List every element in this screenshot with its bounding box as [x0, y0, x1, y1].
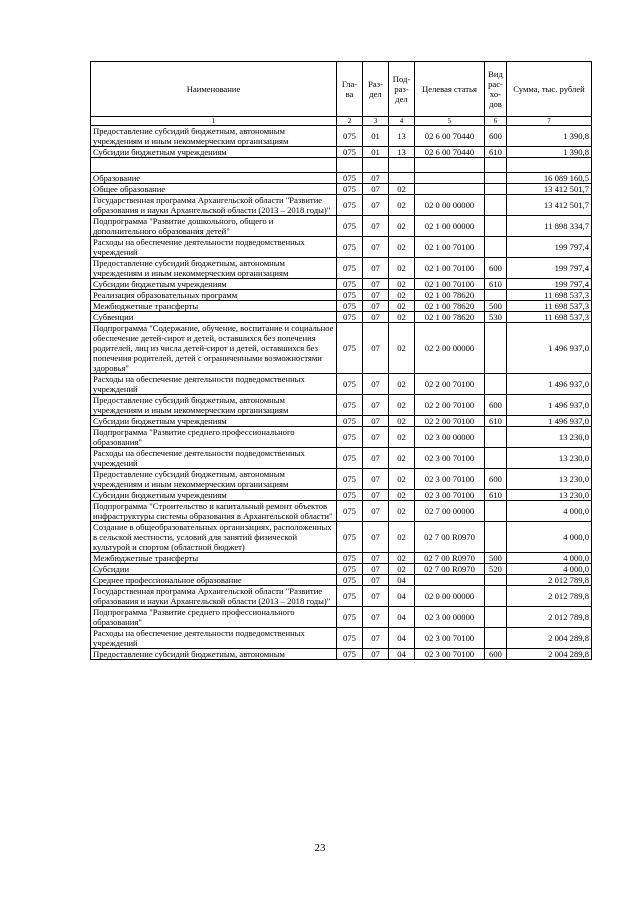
row-vid-rashodov: 600 — [485, 469, 507, 490]
row-name: Расходы на обеспечение деятельности подведомственных учреждений — [91, 628, 337, 649]
row-summa: 2 012 789,8 — [507, 575, 592, 586]
row-razdel: 07 — [363, 469, 389, 490]
row-vid-rashodov — [485, 158, 507, 173]
row-razdel: 01 — [363, 147, 389, 158]
row-vid-rashodov — [485, 323, 507, 374]
row-razdel: 07 — [363, 237, 389, 258]
header-tselevaya-statya: Целевая статья — [415, 62, 485, 117]
row-summa: 199 797,4 — [507, 279, 592, 290]
row-vid-rashodov — [485, 448, 507, 469]
row-vid-rashodov: 610 — [485, 490, 507, 501]
table-row — [91, 628, 592, 649]
row-name: Предоставление субсидий бюджетным, автономным — [91, 649, 337, 660]
row-glava: 075 — [337, 522, 363, 553]
row-name: Подпрограмма "Развитие дошкольного, общего и дополнительного образования детей" — [91, 216, 337, 237]
row-razdel: 07 — [363, 258, 389, 279]
row-tselevaya-statya: 02 3 00 70100 — [415, 469, 485, 490]
row-razdel: 07 — [363, 628, 389, 649]
table-row — [91, 586, 592, 607]
row-vid-rashodov — [485, 607, 507, 628]
row-name: Подпрограмма "Развитие среднего профессионального образования" — [91, 607, 337, 628]
row-vid-rashodov: 500 — [485, 301, 507, 312]
table-row — [91, 448, 592, 469]
column-number: 6 — [485, 117, 507, 126]
row-tselevaya-statya: 02 1 00 70100 — [415, 279, 485, 290]
row-podrazdel: 04 — [389, 607, 415, 628]
row-name: Субсидии бюджетным учреждениям — [91, 416, 337, 427]
row-glava: 075 — [337, 195, 363, 216]
column-number: 1 — [91, 117, 337, 126]
table-row — [91, 216, 592, 237]
row-glava: 075 — [337, 279, 363, 290]
row-vid-rashodov — [485, 586, 507, 607]
row-podrazdel: 02 — [389, 195, 415, 216]
row-razdel: 07 — [363, 501, 389, 522]
table-row — [91, 290, 592, 301]
row-tselevaya-statya: 02 3 00 00000 — [415, 607, 485, 628]
table-row — [91, 553, 592, 564]
header-razdel: Раз-дел — [363, 62, 389, 117]
row-razdel: 07 — [363, 395, 389, 416]
row-summa: 4 000,0 — [507, 553, 592, 564]
row-podrazdel: 02 — [389, 374, 415, 395]
row-razdel: 07 — [363, 301, 389, 312]
row-tselevaya-statya — [415, 158, 485, 173]
table-row — [91, 184, 592, 195]
row-summa: 4 000,0 — [507, 522, 592, 553]
row-tselevaya-statya: 02 1 00 70100 — [415, 258, 485, 279]
row-tselevaya-statya: 02 1 00 78620 — [415, 312, 485, 323]
row-summa: 13 230,0 — [507, 448, 592, 469]
row-summa: 13 412 501,7 — [507, 184, 592, 195]
row-glava: 075 — [337, 395, 363, 416]
table-row — [91, 173, 592, 184]
row-razdel: 07 — [363, 522, 389, 553]
row-vid-rashodov — [485, 237, 507, 258]
row-glava: 075 — [337, 553, 363, 564]
table-row — [91, 147, 592, 158]
row-name: Расходы на обеспечение деятельности подведомственных учреждений — [91, 237, 337, 258]
row-tselevaya-statya: 02 6 00 70440 — [415, 126, 485, 147]
row-name: Субсидии бюджетным учреждениям — [91, 490, 337, 501]
row-name: Расходы на обеспечение деятельности подведомственных учреждений — [91, 448, 337, 469]
row-razdel: 07 — [363, 564, 389, 575]
row-podrazdel: 02 — [389, 279, 415, 290]
row-podrazdel: 02 — [389, 323, 415, 374]
row-glava: 075 — [337, 628, 363, 649]
table-row — [91, 607, 592, 628]
row-razdel: 07 — [363, 586, 389, 607]
row-podrazdel: 02 — [389, 448, 415, 469]
row-name: Расходы на обеспечение деятельности подведомственных учреждений — [91, 374, 337, 395]
row-vid-rashodov: 610 — [485, 416, 507, 427]
row-razdel: 07 — [363, 279, 389, 290]
row-vid-rashodov: 530 — [485, 312, 507, 323]
row-tselevaya-statya: 02 2 00 70100 — [415, 374, 485, 395]
table-row — [91, 427, 592, 448]
row-name: Субсидии бюджетным учреждениям — [91, 147, 337, 158]
table-row — [91, 469, 592, 490]
row-razdel: 07 — [363, 553, 389, 564]
row-glava: 075 — [337, 323, 363, 374]
row-tselevaya-statya: 02 1 00 78620 — [415, 290, 485, 301]
row-summa: 16 089 160,5 — [507, 173, 592, 184]
row-tselevaya-statya: 02 0 00 00000 — [415, 586, 485, 607]
table-row — [91, 279, 592, 290]
row-podrazdel: 02 — [389, 553, 415, 564]
row-summa: 13 230,0 — [507, 427, 592, 448]
row-glava: 075 — [337, 575, 363, 586]
row-name — [91, 158, 337, 173]
row-tselevaya-statya: 02 1 00 78620 — [415, 301, 485, 312]
row-name: Субсидии — [91, 564, 337, 575]
row-podrazdel: 04 — [389, 649, 415, 660]
column-number: 2 — [337, 117, 363, 126]
row-name: Среднее профессиональное образование — [91, 575, 337, 586]
row-summa: 11 698 537,3 — [507, 290, 592, 301]
row-summa — [507, 158, 592, 173]
row-razdel: 07 — [363, 184, 389, 195]
row-vid-rashodov: 500 — [485, 553, 507, 564]
row-summa: 199 797,4 — [507, 258, 592, 279]
row-podrazdel: 02 — [389, 290, 415, 301]
row-podrazdel — [389, 158, 415, 173]
row-vid-rashodov — [485, 628, 507, 649]
row-summa: 11 698 537,3 — [507, 301, 592, 312]
row-vid-rashodov: 610 — [485, 147, 507, 158]
row-podrazdel: 02 — [389, 301, 415, 312]
row-summa: 2 012 789,8 — [507, 586, 592, 607]
row-name: Реализация образовательных программ — [91, 290, 337, 301]
table-row — [91, 649, 592, 660]
row-razdel: 07 — [363, 416, 389, 427]
row-podrazdel: 02 — [389, 522, 415, 553]
table-row — [91, 301, 592, 312]
row-razdel: 07 — [363, 173, 389, 184]
row-summa: 1 496 937,0 — [507, 323, 592, 374]
row-vid-rashodov — [485, 184, 507, 195]
row-tselevaya-statya: 02 2 00 70100 — [415, 416, 485, 427]
row-summa: 2 004 289,8 — [507, 649, 592, 660]
row-summa: 199 797,4 — [507, 237, 592, 258]
row-tselevaya-statya: 02 7 00 00000 — [415, 501, 485, 522]
row-razdel: 07 — [363, 323, 389, 374]
row-vid-rashodov — [485, 216, 507, 237]
row-glava: 075 — [337, 427, 363, 448]
row-vid-rashodov — [485, 173, 507, 184]
row-tselevaya-statya — [415, 173, 485, 184]
row-vid-rashodov — [485, 290, 507, 301]
table-row — [91, 258, 592, 279]
table-row — [91, 374, 592, 395]
row-razdel: 07 — [363, 374, 389, 395]
row-name: Предоставление субсидий бюджетным, автономным учреждениям и иным некоммерческим организациям — [91, 395, 337, 416]
row-podrazdel: 02 — [389, 416, 415, 427]
column-number: 5 — [415, 117, 485, 126]
row-tselevaya-statya — [415, 184, 485, 195]
row-summa: 1 390,8 — [507, 147, 592, 158]
row-glava: 075 — [337, 301, 363, 312]
row-vid-rashodov — [485, 195, 507, 216]
row-summa: 13 412 501,7 — [507, 195, 592, 216]
row-glava: 075 — [337, 216, 363, 237]
row-summa: 1 496 937,0 — [507, 395, 592, 416]
row-glava: 075 — [337, 126, 363, 147]
table-row — [91, 237, 592, 258]
row-glava: 075 — [337, 237, 363, 258]
row-razdel: 07 — [363, 490, 389, 501]
row-tselevaya-statya — [415, 575, 485, 586]
row-summa: 11 698 537,3 — [507, 312, 592, 323]
row-podrazdel: 04 — [389, 586, 415, 607]
row-name: Предоставление субсидий бюджетным, автономным учреждениям и иным некоммерческим организациям — [91, 258, 337, 279]
row-podrazdel: 13 — [389, 126, 415, 147]
row-podrazdel: 04 — [389, 575, 415, 586]
row-podrazdel: 02 — [389, 501, 415, 522]
row-glava: 075 — [337, 258, 363, 279]
row-glava: 075 — [337, 564, 363, 575]
row-name: Подпрограмма "Содержание, обучение, воспитание и социальное обеспечение детей-сирот и детей, оставшихся без попечения родителей, лиц из числа детей-сирот и детей, оставшихся без попечения родителей, детей с ограниченными возможностями здоровья" — [91, 323, 337, 374]
row-name: Общее образование — [91, 184, 337, 195]
row-summa: 11 898 334,7 — [507, 216, 592, 237]
row-tselevaya-statya: 02 0 00 00000 — [415, 195, 485, 216]
row-vid-rashodov — [485, 427, 507, 448]
column-number-row — [91, 117, 592, 126]
header-name: Наименование — [91, 62, 337, 117]
row-summa: 1 496 937,0 — [507, 416, 592, 427]
row-glava: 075 — [337, 147, 363, 158]
row-glava: 075 — [337, 586, 363, 607]
row-razdel: 07 — [363, 607, 389, 628]
row-tselevaya-statya: 02 3 00 70100 — [415, 490, 485, 501]
row-glava: 075 — [337, 469, 363, 490]
table-row — [91, 126, 592, 147]
row-vid-rashodov: 600 — [485, 649, 507, 660]
column-number: 4 — [389, 117, 415, 126]
row-vid-rashodov — [485, 501, 507, 522]
row-glava: 075 — [337, 312, 363, 323]
header-podrazdel: Под-раз-дел — [389, 62, 415, 117]
row-tselevaya-statya: 02 3 00 70100 — [415, 628, 485, 649]
table-row — [91, 575, 592, 586]
row-podrazdel: 02 — [389, 312, 415, 323]
table-body — [91, 126, 592, 660]
row-tselevaya-statya: 02 7 00 R0970 — [415, 564, 485, 575]
table-row — [91, 522, 592, 553]
row-name: Межбюджетные трансферты — [91, 301, 337, 312]
row-razdel: 07 — [363, 290, 389, 301]
row-podrazdel: 02 — [389, 237, 415, 258]
row-name: Субвенции — [91, 312, 337, 323]
row-vid-rashodov — [485, 575, 507, 586]
row-glava: 075 — [337, 607, 363, 628]
row-razdel: 07 — [363, 312, 389, 323]
row-summa: 2 012 789,8 — [507, 607, 592, 628]
row-glava: 075 — [337, 649, 363, 660]
row-vid-rashodov: 600 — [485, 126, 507, 147]
row-razdel: 07 — [363, 575, 389, 586]
table-row — [91, 195, 592, 216]
row-podrazdel — [389, 173, 415, 184]
table-row — [91, 501, 592, 522]
row-name: Предоставление субсидий бюджетным, автономным учреждениям и иным некоммерческим организациям — [91, 469, 337, 490]
row-summa: 13 230,0 — [507, 490, 592, 501]
header-vid-rashodov: Вид рас-хо-дов — [485, 62, 507, 117]
header-glava: Гла-ва — [337, 62, 363, 117]
row-vid-rashodov — [485, 374, 507, 395]
row-glava: 075 — [337, 416, 363, 427]
table-row — [91, 490, 592, 501]
row-glava: 075 — [337, 490, 363, 501]
row-summa: 4 000,0 — [507, 501, 592, 522]
row-razdel: 07 — [363, 427, 389, 448]
row-podrazdel: 02 — [389, 490, 415, 501]
row-tselevaya-statya: 02 1 00 00000 — [415, 216, 485, 237]
row-podrazdel: 13 — [389, 147, 415, 158]
blank-row — [91, 158, 592, 173]
row-vid-rashodov: 600 — [485, 395, 507, 416]
row-name: Межбюджетные трансферты — [91, 553, 337, 564]
row-razdel: 07 — [363, 195, 389, 216]
row-name: Государственная программа Архангельской области "Развитие образования и науки Архангельской области (2013 – 2018 годы)" — [91, 195, 337, 216]
row-summa: 1 390,8 — [507, 126, 592, 147]
row-name: Подпрограмма "Строительство и капитальный ремонт объектов инфраструктуры системы образования в Архангельской области" — [91, 501, 337, 522]
column-number: 3 — [363, 117, 389, 126]
row-name: Создание в общеобразовательных организациях, расположенных в сельской местности, условий для занятий физической культурой и спортом (областной бюджет) — [91, 522, 337, 553]
row-glava: 075 — [337, 173, 363, 184]
row-tselevaya-statya: 02 1 00 70100 — [415, 237, 485, 258]
row-name: Образование — [91, 173, 337, 184]
row-razdel — [363, 158, 389, 173]
row-vid-rashodov — [485, 522, 507, 553]
row-name: Подпрограмма "Развитие среднего профессионального образования" — [91, 427, 337, 448]
row-podrazdel: 02 — [389, 184, 415, 195]
row-name: Субсидии бюджетным учреждениям — [91, 279, 337, 290]
row-tselevaya-statya: 02 7 00 R0970 — [415, 522, 485, 553]
row-summa: 4 000,0 — [507, 564, 592, 575]
row-podrazdel: 04 — [389, 628, 415, 649]
row-vid-rashodov: 610 — [485, 279, 507, 290]
row-tselevaya-statya: 02 2 00 00000 — [415, 323, 485, 374]
row-tselevaya-statya: 02 3 00 00000 — [415, 427, 485, 448]
row-razdel: 07 — [363, 216, 389, 237]
row-name: Государственная программа Архангельской области "Развитие образования и науки Архангельской области (2013 – 2018 годы)" — [91, 586, 337, 607]
table-row — [91, 564, 592, 575]
column-number: 7 — [507, 117, 592, 126]
row-podrazdel: 02 — [389, 258, 415, 279]
row-tselevaya-statya: 02 3 00 70100 — [415, 448, 485, 469]
row-podrazdel: 02 — [389, 469, 415, 490]
row-glava: 075 — [337, 448, 363, 469]
row-razdel: 07 — [363, 448, 389, 469]
table-row — [91, 312, 592, 323]
budget-table — [90, 61, 592, 660]
table-row — [91, 395, 592, 416]
row-glava: 075 — [337, 374, 363, 395]
header-summa: Сумма, тыс. рублей — [507, 62, 592, 117]
row-razdel: 01 — [363, 126, 389, 147]
row-glava: 075 — [337, 501, 363, 522]
row-tselevaya-statya: 02 2 00 70100 — [415, 395, 485, 416]
table-row — [91, 416, 592, 427]
row-razdel: 07 — [363, 649, 389, 660]
row-tselevaya-statya: 02 6 00 70440 — [415, 147, 485, 158]
row-podrazdel: 02 — [389, 427, 415, 448]
row-tselevaya-statya: 02 7 00 R0970 — [415, 553, 485, 564]
row-name: Предоставление субсидий бюджетным, автономным учреждениям и иным некоммерческим организациям — [91, 126, 337, 147]
row-glava: 075 — [337, 290, 363, 301]
row-summa: 1 496 937,0 — [507, 374, 592, 395]
row-glava: 075 — [337, 184, 363, 195]
row-glava — [337, 158, 363, 173]
row-tselevaya-statya: 02 3 00 70100 — [415, 649, 485, 660]
table-row — [91, 323, 592, 374]
row-vid-rashodov: 600 — [485, 258, 507, 279]
row-podrazdel: 02 — [389, 216, 415, 237]
row-summa: 13 230,0 — [507, 469, 592, 490]
row-summa: 2 004 289,8 — [507, 628, 592, 649]
row-podrazdel: 02 — [389, 395, 415, 416]
page-number: 23 — [314, 842, 326, 854]
row-vid-rashodov: 520 — [485, 564, 507, 575]
row-podrazdel: 02 — [389, 564, 415, 575]
